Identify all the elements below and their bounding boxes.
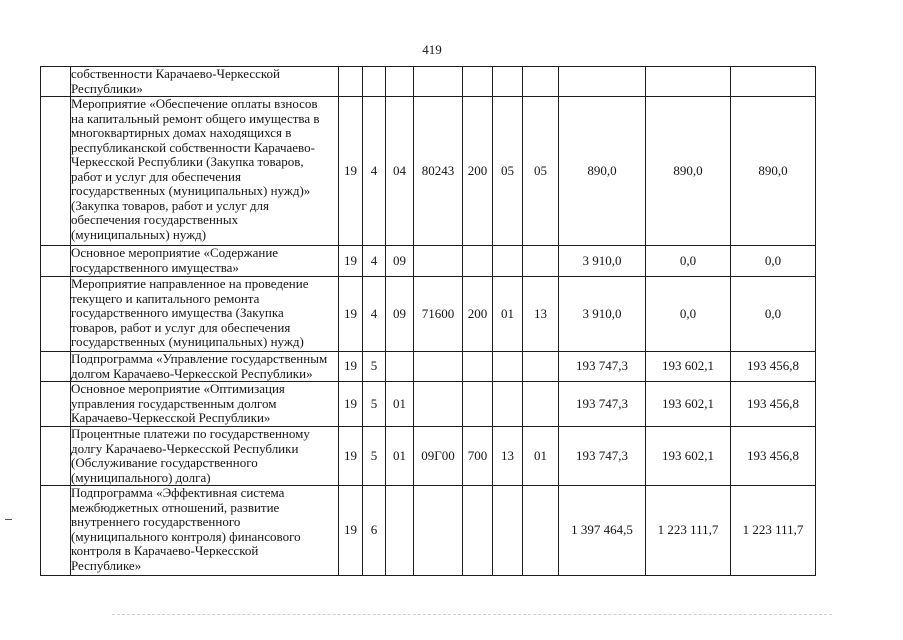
amount-cell: 193 747,3: [559, 382, 646, 427]
blank-cell: [41, 246, 71, 277]
blank-cell: [41, 352, 71, 382]
code-cell: 4: [363, 97, 386, 246]
code-cell: [493, 486, 523, 576]
table-row: [41, 427, 816, 486]
amount-cell: [559, 67, 646, 97]
page-number: 419: [422, 42, 442, 57]
code-cell: 5: [363, 427, 386, 486]
amount-cell: 890,0: [646, 97, 731, 246]
code-cell: [414, 486, 463, 576]
code-cell: 13: [523, 277, 559, 352]
code-cell: 09: [386, 277, 414, 352]
blank-cell: [41, 486, 71, 576]
amount-cell: 1 397 464,5: [559, 486, 646, 576]
amount-cell: 1 223 111,7: [731, 486, 816, 576]
description-cell: Мероприятие направленное на проведение текущего и капитального ремонта государственного имущества (Закупка товаров, работ и услуг для обеспечения государственных (муниципальных) нужд): [71, 277, 339, 352]
code-cell: [386, 352, 414, 382]
table-row: [41, 352, 816, 382]
table-row: [41, 382, 816, 427]
scan-mark: [5, 519, 12, 520]
code-cell: 19: [339, 486, 363, 576]
amount-cell: 3 910,0: [559, 246, 646, 277]
code-cell: 01: [386, 427, 414, 486]
code-cell: 01: [493, 277, 523, 352]
code-cell: 71600: [414, 277, 463, 352]
code-cell: [463, 352, 493, 382]
code-cell: [414, 352, 463, 382]
amount-cell: 0,0: [646, 246, 731, 277]
code-cell: 5: [363, 382, 386, 427]
code-cell: [463, 382, 493, 427]
code-cell: 19: [339, 277, 363, 352]
blank-cell: [41, 382, 71, 427]
amount-cell: 193 602,1: [646, 427, 731, 486]
code-cell: [363, 67, 386, 97]
code-cell: 05: [523, 97, 559, 246]
amount-cell: 0,0: [646, 277, 731, 352]
description-cell: собственности Карачаево-Черкесской Республики»: [71, 67, 339, 97]
code-cell: 4: [363, 277, 386, 352]
description-cell: Основное мероприятие «Оптимизация управления государственным долгом Карачаево-Черкесской Республики»: [71, 382, 339, 427]
code-cell: 01: [523, 427, 559, 486]
blank-cell: [41, 427, 71, 486]
code-cell: 19: [339, 246, 363, 277]
code-cell: 19: [339, 382, 363, 427]
code-cell: 09Г00: [414, 427, 463, 486]
code-cell: 200: [463, 97, 493, 246]
amount-cell: 193 602,1: [646, 352, 731, 382]
code-cell: 19: [339, 97, 363, 246]
code-cell: 05: [493, 97, 523, 246]
amount-cell: 193 456,8: [731, 382, 816, 427]
code-cell: 200: [463, 277, 493, 352]
code-cell: [523, 382, 559, 427]
amount-cell: 3 910,0: [559, 277, 646, 352]
code-cell: [414, 382, 463, 427]
code-cell: [493, 67, 523, 97]
code-cell: 4: [363, 246, 386, 277]
table-row: [41, 246, 816, 277]
code-cell: [523, 246, 559, 277]
code-cell: [493, 382, 523, 427]
code-cell: [523, 486, 559, 576]
amount-cell: [646, 67, 731, 97]
blank-cell: [41, 97, 71, 246]
amount-cell: 193 602,1: [646, 382, 731, 427]
description-cell: Подпрограмма «Управление государственным долгом Карачаево-Черкесской Республики»: [71, 352, 339, 382]
code-cell: [493, 246, 523, 277]
amount-cell: 0,0: [731, 246, 816, 277]
amount-cell: 193 456,8: [731, 352, 816, 382]
code-cell: [463, 486, 493, 576]
code-cell: 19: [339, 427, 363, 486]
description-cell: Подпрограмма «Эффективная система межбюджетных отношений, развитие внутреннего государственного (муниципального контроля) финансового контроля в Карачаево-Черкесской Республике»: [71, 486, 339, 576]
code-cell: 80243: [414, 97, 463, 246]
amount-cell: [731, 67, 816, 97]
blank-cell: [41, 277, 71, 352]
scan-edge-line: [112, 614, 832, 615]
code-cell: [523, 352, 559, 382]
budget-table: [40, 66, 816, 576]
amount-cell: 193 747,3: [559, 352, 646, 382]
code-cell: [463, 67, 493, 97]
amount-cell: 890,0: [731, 97, 816, 246]
amount-cell: 890,0: [559, 97, 646, 246]
description-cell: Основное мероприятие «Содержание государственного имущества»: [71, 246, 339, 277]
amount-cell: 193 747,3: [559, 427, 646, 486]
amount-cell: 0,0: [731, 277, 816, 352]
table-row: [41, 486, 816, 576]
code-cell: [523, 67, 559, 97]
code-cell: [463, 246, 493, 277]
code-cell: [386, 67, 414, 97]
code-cell: [386, 486, 414, 576]
code-cell: 01: [386, 382, 414, 427]
table-row: [41, 277, 816, 352]
code-cell: 04: [386, 97, 414, 246]
code-cell: 13: [493, 427, 523, 486]
code-cell: 700: [463, 427, 493, 486]
code-cell: 19: [339, 352, 363, 382]
table-row: [41, 67, 816, 97]
description-cell: Мероприятие «Обеспечение оплаты взносов на капитальный ремонт общего имущества в многоквартирных домах находящихся в республиканской собственности Карачаево- Черкесской Республики (Закупка товаров, работ и услуг для обеспечения государственных (муниципальных) нужд)» (Закупка товаров, работ и услуг для обеспечения государственных (муниципальных) нужд): [71, 97, 339, 246]
description-cell: Процентные платежи по государственному долгу Карачаево-Черкесской Республики (Обслуживание государственного (муниципального) долга): [71, 427, 339, 486]
table-row: [41, 97, 816, 246]
code-cell: 09: [386, 246, 414, 277]
amount-cell: 1 223 111,7: [646, 486, 731, 576]
code-cell: [414, 246, 463, 277]
code-cell: [414, 67, 463, 97]
code-cell: 5: [363, 352, 386, 382]
code-cell: 6: [363, 486, 386, 576]
blank-cell: [41, 67, 71, 97]
code-cell: [339, 67, 363, 97]
code-cell: [493, 352, 523, 382]
amount-cell: 193 456,8: [731, 427, 816, 486]
